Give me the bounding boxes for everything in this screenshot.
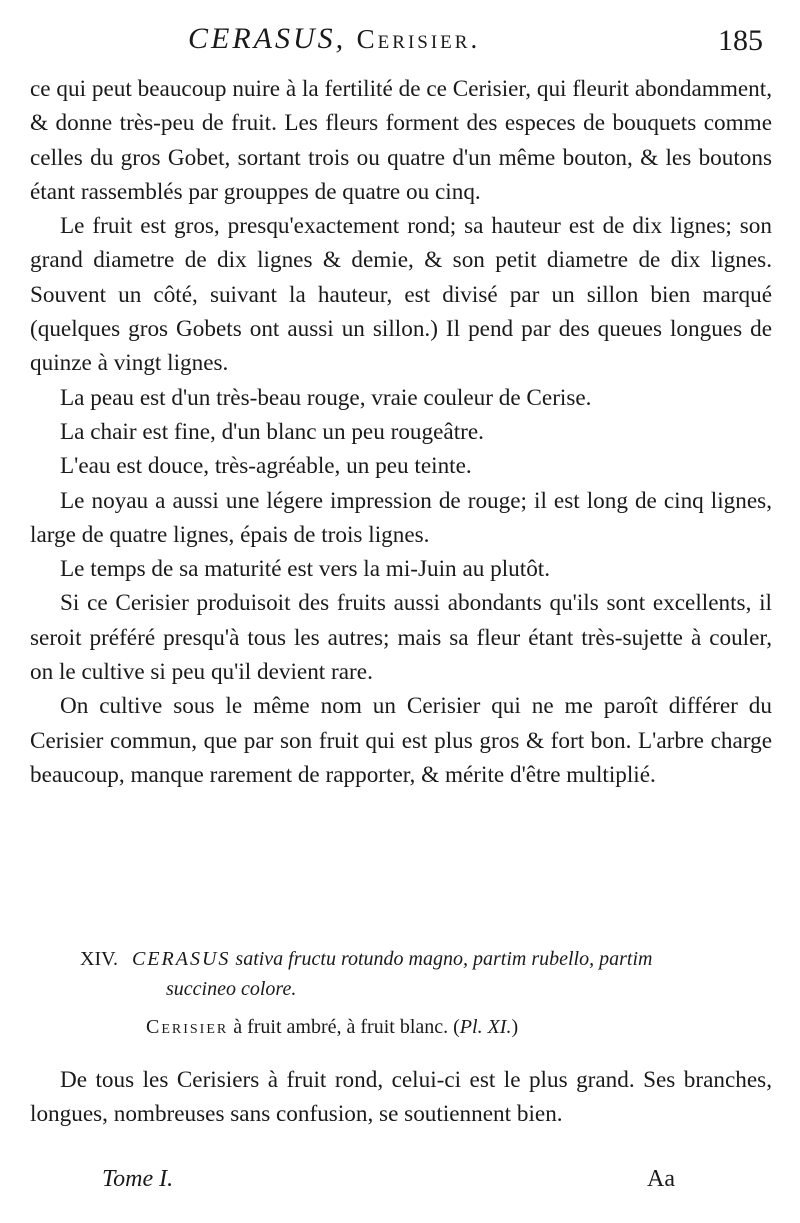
paragraph-noyau: Le noyau a aussi une légere impression de rouge; il est long de cinq lignes, large de quatre lignes, épais de trois lignes. [30, 487, 772, 548]
species-entry [30, 944, 772, 1042]
running-title-latin: CERASUS, [188, 22, 347, 55]
entry-latin-description: sativa fructu rotundo magno, partim rubello, partim [235, 948, 653, 970]
running-title-french: Cerisier. [356, 24, 481, 54]
paragraph-variete: On cultive sous le même nom un Cerisier qui ne me paroît différer du Cerisier commun, que par son fruit qui est plus gros & fort bon. L'arbre charge beaucoup, manque rarement de rapporter, & mérite d'être multiplié. [30, 693, 772, 788]
running-title [188, 22, 480, 56]
entry-plate-reference: Pl. XI. [459, 1016, 512, 1038]
entry-french-name: Cerisier [146, 1016, 229, 1038]
signature-mark: Aa [647, 1166, 675, 1192]
page-number: 185 [718, 24, 763, 57]
volume-label: Tome I. [102, 1166, 174, 1192]
main-text [30, 72, 772, 792]
running-header [0, 22, 800, 72]
entry-latin-line [30, 944, 772, 974]
entry-plate-close: ) [511, 1016, 519, 1038]
entry-number: XIV. [80, 948, 118, 970]
paragraph-culture: Si ce Cerisier produisoit des fruits aussi abondants qu'ils sont excellents, il seroit préféré presqu'à tous les autres; mais sa fleur étant très-sujette à couler, on le cultive si peu qu'il devient rare. [30, 590, 772, 686]
paragraph-eau: L'eau est douce, très-agréable, un peu teinte. [60, 453, 472, 480]
entry-french-description: à fruit ambré, à fruit blanc. ( [233, 1016, 460, 1038]
paragraph-chair: La chair est fine, d'un blanc un peu rougeâtre. [60, 418, 484, 445]
paragraph-description: De tous les Cerisiers à fruit rond, celui-ci est le plus grand. Ses branches, longues, nombreuses sans confusion, se soutiennent bien. [30, 1067, 772, 1128]
paragraph-fruit: Le fruit est gros, presqu'exactement rond; sa hauteur est de dix lignes; son grand diametre de dix lignes & demie, & son petit diametre de dix lignes. Souvent un côté, suivant la hauteur, est divisé par un sillon bien marqué (quelques gros Gobets ont aussi un sillon.) Il pend par des queues longues de quinze à vingt lignes. [30, 213, 772, 377]
closing-text [30, 1063, 772, 1132]
page-footer [0, 1166, 800, 1206]
entry-french-line [30, 1012, 772, 1042]
paragraph-maturite: Le temps de sa maturité est vers la mi-Juin au plutôt. [60, 556, 551, 583]
entry-latin-name: CERASUS [131, 948, 231, 970]
entry-latin-continuation: succineo colore. [166, 978, 297, 1000]
paragraph-continuation: ce qui peut beaucoup nuire à la fertilité de ce Cerisier, qui fleurit abondamment, & donne très-peu de fruit. Les fleurs forment des especes de bouquets comme celles du gros Gobet, sortant trois ou quatre d'un même bouton, & les boutons étant rassemblés par grouppes de quatre ou cinq. [30, 76, 772, 205]
paragraph-peau: La peau est d'un très-beau rouge, vraie couleur de Cerise. [60, 384, 592, 411]
